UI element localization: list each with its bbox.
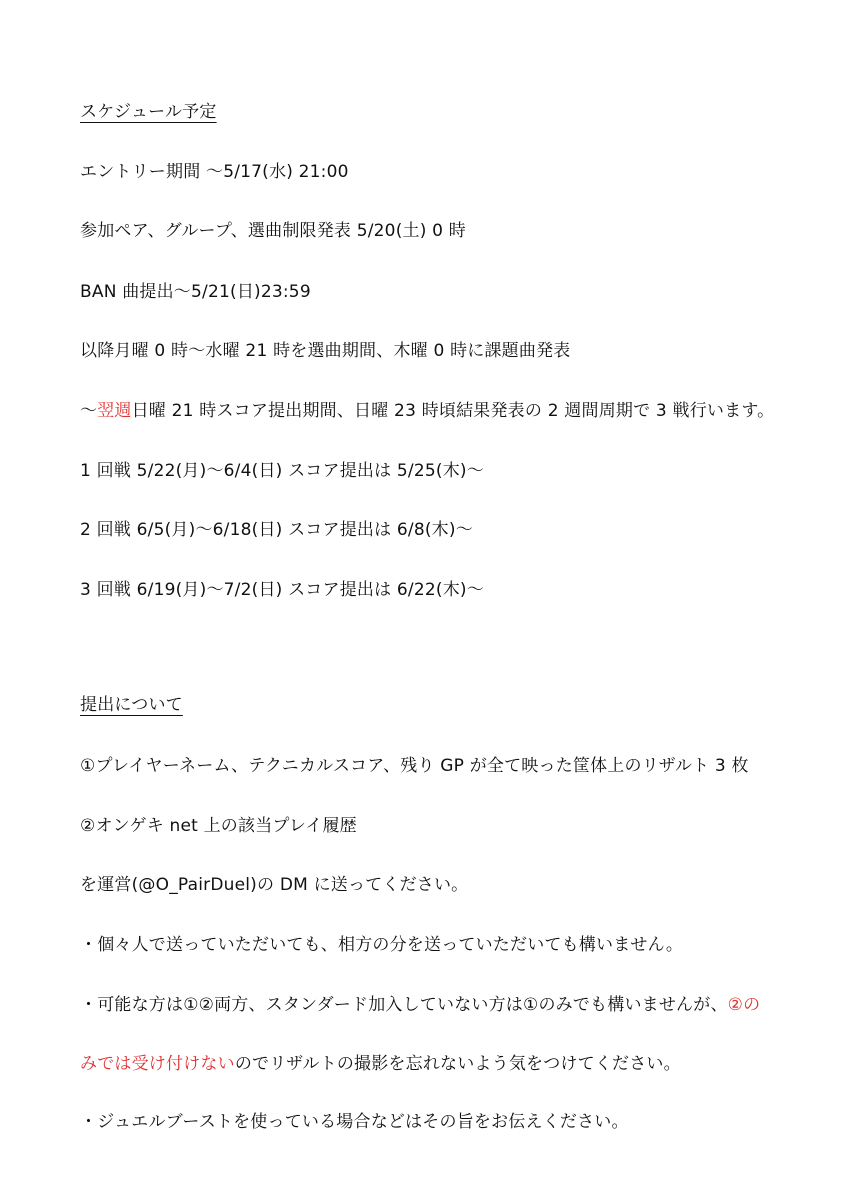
note-3: ・ジュエルブーストを使っている場合などはその旨をお伝えください。 [80,1112,629,1132]
cycle-prefix: ～ [80,401,98,421]
cycle-description [80,399,774,423]
round-2: 2 回戦 6/5(月)～6/18(日) スコア提出は 6/8(木)～ [80,520,473,540]
pairs-announcement: 参加ペア、グループ、選曲制限発表 5/20(土) 0 時 [80,221,466,241]
note-2-first-line [80,993,760,1017]
note-2-second-line [80,1052,681,1076]
round-3: 3 回戦 6/19(月)～7/2(日) スコア提出は 6/22(木)～ [80,580,484,600]
submission-item-2: ②オンゲキ net 上の該当プレイ履歴 [80,816,357,836]
note-2-start: ・可能な方は①②両方、スタンダード加入していない方は①のみでも構いませんが、 [80,995,728,1015]
round-1: 1 回戦 5/22(月)～6/4(日) スコア提出は 5/25(木)～ [80,461,484,481]
note-2-red-part-2: みでは受け付けない [80,1054,235,1074]
note-1: ・個々人で送っていただいても、相方の分を送っていただいても構いません。 [80,935,684,955]
schedule-heading: スケジュール予定 [80,102,217,122]
note-2-red-part-1: ②の [727,995,761,1015]
note-2-end: のでリザルトの撮影を忘れないよう気をつけてください。 [234,1054,681,1074]
send-to: を運営(@O_PairDuel)の DM に送ってください。 [80,875,469,895]
weekly-selection: 以降月曜 0 時～水曜 21 時を選曲期間、木曜 0 時に課題曲発表 [80,341,571,361]
ban-submission: BAN 曲提出～5/21(日)23:59 [80,282,311,302]
submission-heading: 提出について [80,695,183,715]
submission-item-1: ①プレイヤーネーム、テクニカルスコア、残り GP が全て映った筐体上のリザルト 3 枚 [80,756,749,776]
cycle-highlight: 翌週 [97,401,132,421]
cycle-rest: 日曜 21 時スコア提出期間、日曜 23 時頃結果発表の 2 週間周期で 3 戦行います。 [131,401,775,421]
entry-period: エントリー期間 ～5/17(水) 21:00 [80,162,349,182]
